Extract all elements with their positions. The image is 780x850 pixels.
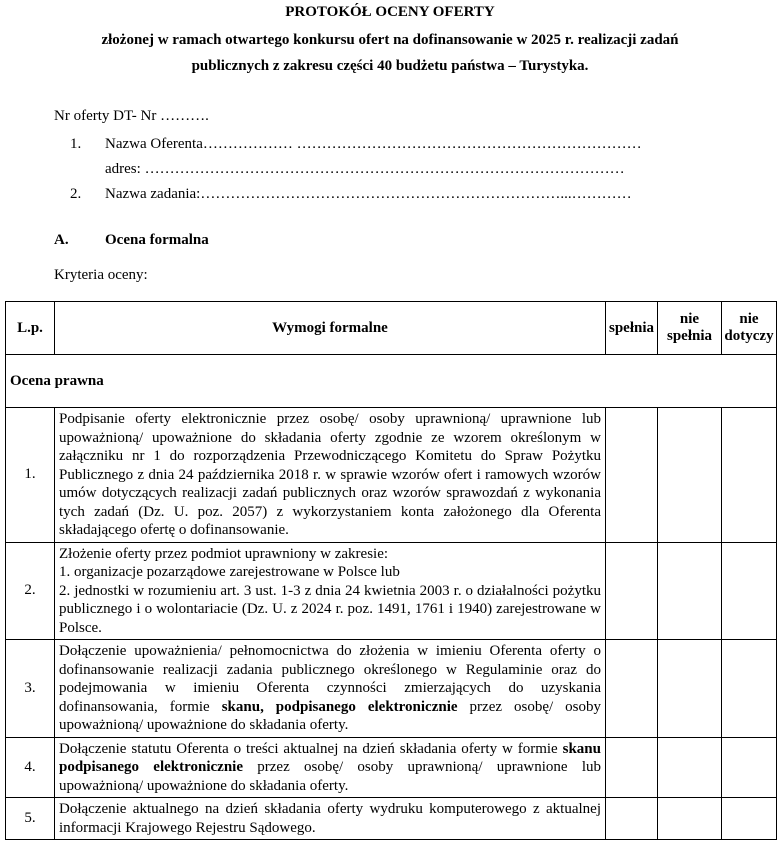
formal-requirements-table: [5, 301, 777, 840]
checkbox-not-met[interactable]: [658, 408, 722, 543]
table-row: [6, 737, 777, 798]
checkbox-not-applicable[interactable]: [722, 542, 777, 640]
checkbox-not-applicable[interactable]: [722, 408, 777, 543]
checkbox-not-applicable[interactable]: [722, 640, 777, 738]
document-title: PROTOKÓŁ OCENY OFERTY: [285, 4, 495, 20]
offerer-name-field: Nazwa Oferenta……………… ……………………………………………………………: [105, 136, 642, 152]
checkbox-not-met[interactable]: [658, 542, 722, 640]
header-requirements: Wymogi formalne: [55, 302, 606, 355]
checkbox-met[interactable]: [606, 408, 658, 543]
row-2-item-1: 1. organizacje pozarządowe zarejestrowane w Polsce lub: [59, 564, 400, 580]
row-lp: 3.: [6, 640, 55, 738]
checkbox-not-met[interactable]: [658, 640, 722, 738]
header-not-met-line-2: spełnia: [666, 328, 712, 344]
header-not-applicable: [722, 302, 777, 355]
row-lp: 1.: [6, 408, 55, 543]
table-row: [6, 640, 777, 738]
section-a-title: Ocena formalna: [105, 232, 209, 248]
checkbox-not-met[interactable]: [658, 737, 722, 798]
criteria-label: Kryteria oceny:: [54, 267, 148, 283]
field-2-number: 2.: [70, 186, 82, 202]
row-3-text-a: Dołączenie upoważnienia/ pełnomocnictwa do złożenia w imieniu Oferenta oferty o dofinansowanie realizacji zadania publicznego określonego w Regulaminie oraz do podejmowania w imieniu Oferenta czynności zmierzających do uzyskania dofinansowania, formie: [59, 643, 601, 715]
row-lp: 5.: [6, 798, 55, 840]
header-na-line-2: dotyczy: [724, 328, 774, 344]
header-na-line-1: nie: [739, 311, 759, 327]
checkbox-met[interactable]: [606, 798, 658, 840]
row-3-text-b: przez osobę/ osoby upoważnioną/ upoważnione do składania oferty.: [59, 698, 601, 733]
checkbox-met[interactable]: [606, 542, 658, 640]
checkbox-not-applicable[interactable]: [722, 737, 777, 798]
row-requirement: [55, 737, 606, 798]
section-row-legal: [6, 355, 777, 408]
document-subtitle-line-1: złożonej w ramach otwartego konkursu ofert na dofinansowanie w 2025 r. realizacji zadań: [101, 32, 679, 48]
section-row-label: Ocena prawna: [6, 355, 777, 408]
row-lp: 4.: [6, 737, 55, 798]
document-subtitle-line-2: publicznych z zakresu części 40 budżetu państwa – Turystyka.: [191, 58, 589, 74]
row-requirement: [55, 542, 606, 640]
row-4-text-b: przez osobę/ osoby uprawnioną/ uprawnione lub upoważnioną/ upoważnione do składania oferty.: [59, 759, 601, 794]
section-a-number: A.: [54, 232, 69, 248]
table-row: [6, 408, 777, 543]
header-lp: L.p.: [6, 302, 55, 355]
checkbox-met[interactable]: [606, 640, 658, 738]
offer-number: Nr oferty DT- Nr ……….: [54, 108, 209, 124]
checkbox-met[interactable]: [606, 737, 658, 798]
row-lp: 2.: [6, 542, 55, 640]
header-met: spełnia: [606, 302, 658, 355]
field-1-number: 1.: [70, 136, 82, 152]
table-row: [6, 798, 777, 840]
header-not-met: [658, 302, 722, 355]
row-requirement: Dołączenie aktualnego na dzień składania oferty wydruku komputerowego z aktualnej informacji Krajowego Rejestru Sądowego.: [55, 798, 606, 840]
row-4-text-a: Dołączenie statutu Oferenta o treści aktualnej na dzień składania oferty w formie: [59, 740, 563, 757]
checkbox-not-met[interactable]: [658, 798, 722, 840]
row-requirement: [55, 640, 606, 738]
table-row: [6, 542, 777, 640]
address-field: adres: ……………………………………………………………………………………: [105, 161, 625, 177]
row-4-bold: skanu podpisanego elektronicznie: [59, 740, 601, 775]
row-requirement: Podpisanie oferty elektronicznie przez osobę/ osoby uprawnioną/ uprawnione lub upoważnioną/ upoważnione do składania oferty zgodnie ze wzorem określonym w załączniku nr 1 do rozporządzenia Przewodniczącego Komitetu do Spraw Pożytku Publicznego z dnia 24 października 2018 r. w sprawie wzorów ofert i ramowych wzorów umów dotyczących realizacji zadań publicznych oraz wzorów sprawozdań z wykonania tych zadań (Dz. U. poz. 2057) z wykorzystaniem konta założonego dla Oferenta składającego ofertę o dofinansowanie.: [55, 408, 606, 543]
header-not-met-line-1: nie: [679, 311, 700, 327]
checkbox-not-applicable[interactable]: [722, 798, 777, 840]
row-2-item-2: 2. jednostki w rozumieniu art. 3 ust. 1-3 z dnia 24 kwietnia 2003 r. o działalności pożytku publicznego i o wolontariacie (Dz. U. z 2024 r. poz. 1491, 1761 i 1940) zarejestrowane w Polsce.: [59, 582, 601, 636]
row-2-intro: Złożenie oferty przez podmiot uprawniony w zakresie:: [59, 545, 389, 562]
task-name-field: Nazwa zadania:………………………………………………………………...…………: [105, 186, 632, 202]
row-3-bold: skanu, podpisanego elektronicznie: [221, 698, 458, 715]
table-header-row: [6, 302, 777, 355]
